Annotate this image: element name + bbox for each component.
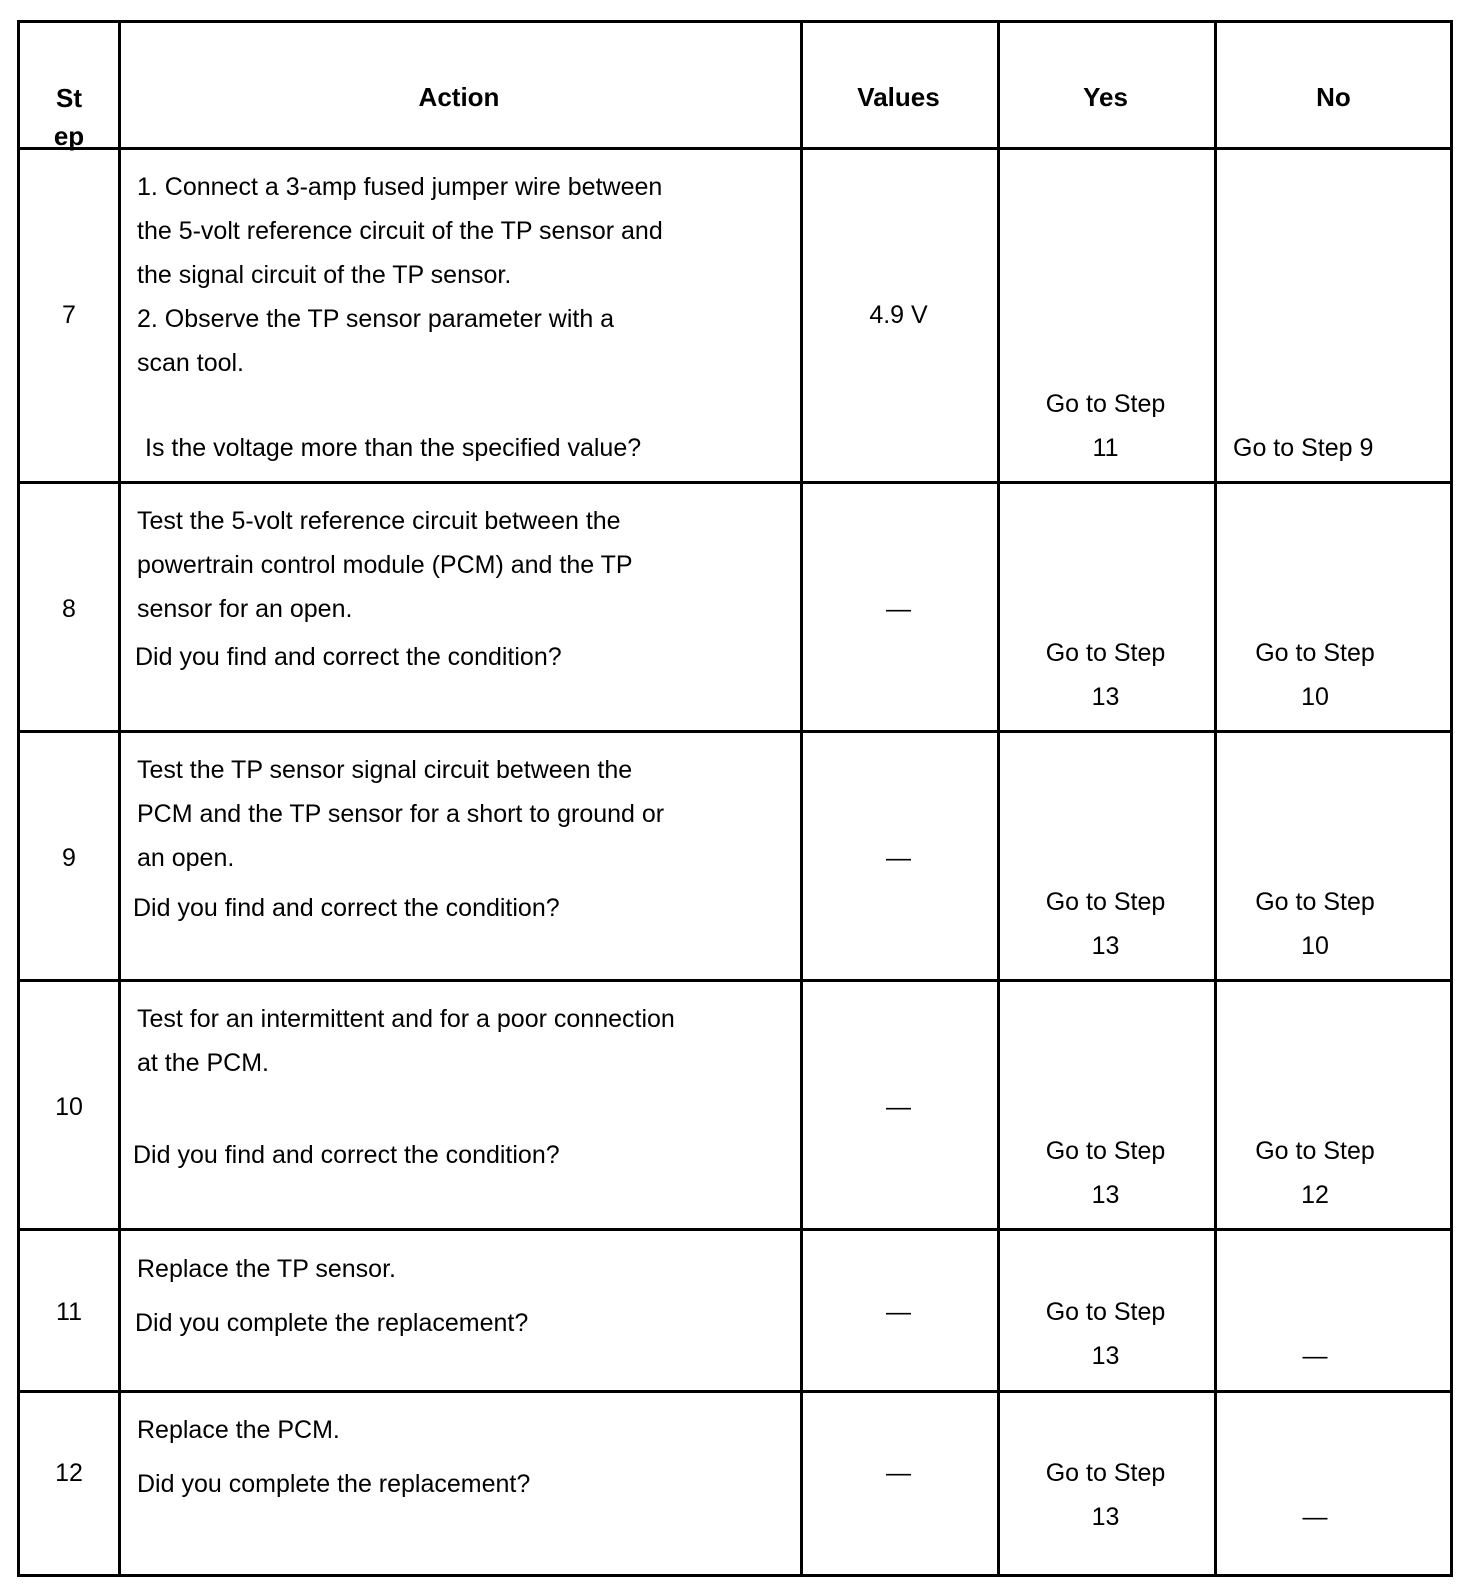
value-cell: — [886,1298,911,1326]
action-line: Test the 5-volt reference circuit between the [137,507,621,535]
step-number: 11 [56,1298,82,1326]
yes-cell-line2: 13 [1091,932,1120,960]
yes-cell-line1: Go to Step [1045,888,1166,916]
row-divider [20,730,1450,733]
yes-cell-line1: Go to Step [1045,1459,1166,1487]
no-cell-line1: — [1302,1342,1328,1370]
value-cell: — [886,1459,911,1487]
action-line: Replace the TP sensor. [137,1255,396,1283]
no-cell-line1: Go to Step [1255,1137,1375,1165]
action-question: Did you find and correct the condition? [133,1141,560,1169]
action-line: Test for an intermittent and for a poor connection [137,1005,675,1033]
action-line: an open. [137,844,235,872]
action-line: Test the TP sensor signal circuit between the [137,756,633,784]
header-action: Action [418,82,500,112]
yes-cell-line1: Go to Step [1045,1137,1166,1165]
value-cell: 4.9 V [869,301,928,329]
diagnostic-table [17,20,1453,1577]
no-cell-line2: 10 [1301,932,1329,960]
no-cell-line1: Go to Step 9 [1233,434,1374,462]
step-number: 7 [62,301,76,329]
yes-cell-line1: Go to Step [1045,639,1166,667]
action-question: Did you complete the replacement? [135,1309,529,1337]
action-line: Replace the PCM. [137,1416,340,1444]
column-divider [118,23,121,1574]
action-question: Is the voltage more than the specified value? [145,434,642,462]
yes-cell-line2: 13 [1091,1342,1120,1370]
no-cell-line1: Go to Step [1255,888,1375,916]
yes-cell-line2: 13 [1091,1181,1120,1209]
action-line: 1. Connect a 3-amp fused jumper wire between [137,173,663,201]
no-cell-line1: — [1302,1503,1328,1531]
header-yes: Yes [1083,82,1128,112]
step-number: 8 [62,595,76,623]
yes-cell-line1: Go to Step [1045,390,1166,418]
action-line: 2. Observe the TP sensor parameter with a [137,305,615,333]
yes-cell-line2: 13 [1091,1503,1120,1531]
step-number: 12 [55,1459,83,1487]
header-values: Values [857,82,940,112]
header-step-line1: St [56,83,82,113]
step-number: 9 [62,844,76,872]
action-question: Did you complete the replacement? [137,1470,531,1498]
step-number: 10 [55,1093,83,1121]
no-cell-line2: 12 [1301,1181,1329,1209]
header-step-line2: ep [53,121,85,151]
action-line: PCM and the TP sensor for a short to ground or [137,800,665,828]
column-divider [800,23,803,1574]
action-line: sensor for an open. [137,595,353,623]
row-divider [20,147,1450,150]
header-no: No [1316,82,1351,112]
header-step [20,79,118,155]
no-cell-line1: Go to Step [1255,639,1375,667]
no-cell-line2: 10 [1301,683,1329,711]
value-cell: — [886,1093,911,1121]
yes-cell-line2: 13 [1091,683,1120,711]
value-cell: — [886,844,911,872]
action-line: scan tool. [137,349,245,377]
row-divider [20,481,1450,484]
row-divider [20,979,1450,982]
action-question: Did you find and correct the condition? [133,894,560,922]
action-line: at the PCM. [137,1049,269,1077]
action-line: powertrain control module (PCM) and the TP [137,551,633,579]
row-divider [20,1228,1450,1231]
value-cell: — [886,595,911,623]
yes-cell-line2: 11 [1092,434,1119,462]
action-question: Did you find and correct the condition? [135,643,562,671]
action-line: the 5-volt reference circuit of the TP sensor and [137,217,663,245]
row-divider [20,1390,1450,1393]
action-line: the signal circuit of the TP sensor. [137,261,512,289]
yes-cell-line1: Go to Step [1045,1298,1166,1326]
